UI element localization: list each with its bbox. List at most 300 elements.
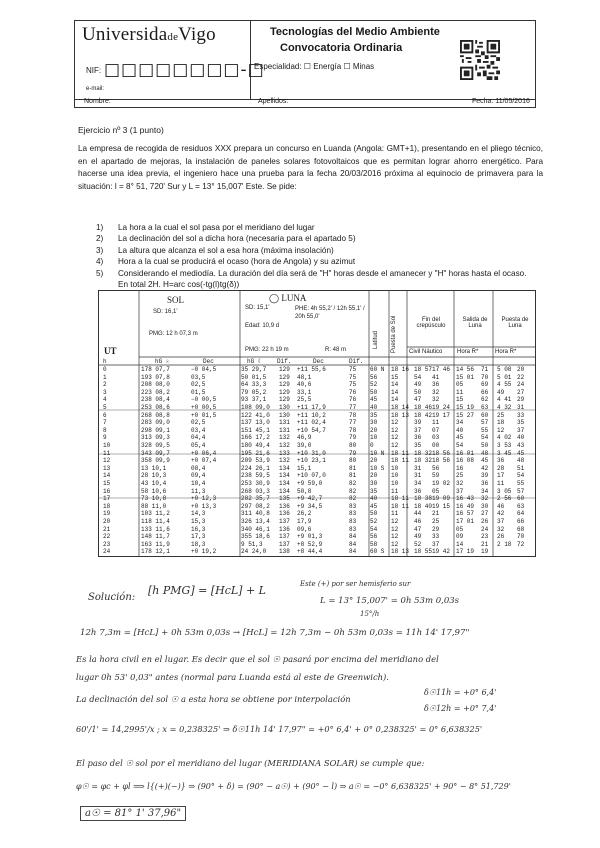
table-cell: 3 45 [497, 449, 512, 457]
table-cell: −0 04,5 [191, 366, 217, 373]
table-cell: 73 10,8 [141, 495, 167, 503]
table-cell: 52 [414, 540, 422, 548]
table-cell: 33,1 [297, 388, 312, 396]
column-subheader: hG ☉ [155, 358, 170, 365]
table-cell: 02,5 [191, 419, 206, 427]
table-cell: 15 01 [456, 373, 475, 381]
column-subheader: h [103, 358, 107, 365]
table-cell: +8 44,4 [297, 548, 323, 556]
table-cell: 12 [391, 540, 399, 548]
table-cell: 16 01 [456, 449, 475, 457]
table-cell: 22 [517, 373, 525, 381]
table-cell: 16 49 [456, 502, 475, 510]
table-cell: 0 [103, 366, 107, 373]
table-cell: 17 46 [432, 366, 451, 373]
table-cell: 84 [349, 548, 357, 556]
latitud-header: Latitud [373, 330, 379, 349]
table-cell: 21 [432, 510, 440, 518]
table-cell: 77 [349, 419, 357, 427]
table-cell: 15 27 [456, 411, 475, 419]
table-cell: 40 [456, 426, 464, 434]
table-cell: 31 [414, 464, 422, 472]
column-subheader: Dif. [349, 358, 364, 365]
luna-header: ◯ LUNA [269, 293, 307, 303]
table-cell: 05,4 [191, 442, 206, 449]
table-cell: 15 [391, 373, 399, 381]
table-cell: 40 [370, 495, 378, 503]
table-cell: 41 [432, 373, 440, 381]
table-cell: 122 41,0 [241, 411, 270, 419]
table-cell: 129 [279, 381, 290, 389]
table-cell: 151 45,1 [241, 426, 270, 434]
table-cell: 30 [370, 419, 378, 427]
table-cell: 35 [517, 419, 525, 427]
solution-line-7: El paso del ☉ sol por el meridiano del lugar (MERIDIANA SOLAR) se cumple que: [76, 758, 425, 768]
table-cell: 43 [517, 442, 525, 449]
crepusculo-subheader: Civil Náutico [409, 349, 443, 355]
table-cell: 11 [497, 480, 505, 487]
table-cell: 6 [103, 411, 107, 419]
table-cell: 18 55 [414, 548, 433, 556]
table-cell: 34 [456, 419, 464, 427]
table-cell: 37 [456, 487, 464, 495]
table-cell: 27 [517, 388, 525, 396]
table-cell: 35 [370, 411, 378, 419]
table-cell: 129 [279, 388, 290, 396]
table-cell: 23 [103, 540, 111, 548]
table-cell: 20 [370, 472, 378, 480]
luna-phe: PHE: 4h 55,2' / 12h 55,1' / 20h 55,0' [295, 306, 365, 320]
task-item [96, 222, 536, 233]
table-cell: 60 S [370, 548, 385, 556]
table-cell: 11 [391, 510, 399, 518]
table-cell: 15 [456, 396, 464, 404]
solution-result: a☉ = 81° 1' 37,96" [80, 806, 186, 821]
table-cell: 54 [414, 373, 422, 381]
solution-label: Solución: [88, 592, 136, 603]
table-cell: 268 08,8 [141, 411, 170, 419]
table-cell: 83 [349, 525, 357, 533]
table-cell: +9 01,3 [297, 533, 323, 541]
table-cell: 3 53 [497, 442, 512, 449]
table-cell: 12 [391, 442, 399, 449]
table-cell: 18,3 [191, 540, 206, 548]
table-cell: 19 [481, 548, 489, 556]
table-cell: 12 [103, 457, 111, 465]
table-cell: 9 [103, 434, 107, 442]
table-cell: 131 [279, 419, 290, 427]
table-cell: +0 12,3 [191, 495, 217, 503]
table-cell: 17 [497, 472, 505, 480]
table-cell: 34 [481, 487, 489, 495]
table-cell: 25 [497, 411, 505, 419]
table-cell: 12 [391, 434, 399, 442]
nif-boxes[interactable]: □□□□□□□□-□ [104, 60, 265, 80]
table-cell: 50 [370, 388, 378, 396]
solution-line-5: La declinación del sol ☉ a esta hora se obtiene por interpolación [76, 694, 351, 704]
table-cell: 340 46,1 [241, 525, 270, 533]
table-cell: 3 [103, 388, 107, 396]
table-cell: 71 [481, 366, 489, 373]
table-cell: 47 [414, 525, 422, 533]
table-cell: 82 [349, 495, 357, 503]
table-cell: 48 [517, 457, 525, 465]
table-cell: 36 [432, 381, 440, 389]
table-cell: 45 [370, 502, 378, 510]
table-cell: +11 10,2 [297, 411, 326, 419]
table-cell: 25 [456, 472, 464, 480]
task-text: La altura que alcanza el sol a esa hora (máxima insolación) [118, 245, 334, 255]
salida-luna-header: Salida de Luna [462, 317, 488, 329]
table-cell: 4 55 [497, 381, 512, 389]
table-cell: 132 [279, 434, 290, 442]
table-cell: 313 09,3 [141, 434, 170, 442]
table-cell: 137 [279, 518, 290, 525]
task-number: 4) [96, 257, 104, 267]
table-cell: 5 [103, 404, 107, 411]
university-logo: UniversidadeVigo [82, 24, 216, 45]
name-row [74, 98, 536, 108]
table-cell: 79 05,2 [241, 388, 267, 396]
table-cell: 18 56 [432, 457, 451, 465]
table-cell: 18 [497, 419, 505, 427]
table-cell: 13 10,1 [141, 464, 167, 472]
table-cell: 11 [391, 487, 399, 495]
table-cell: 32 [432, 388, 440, 396]
table-cell: 18 57 [414, 366, 433, 373]
table-cell: 26,2 [297, 510, 312, 518]
table-cell: 56 [370, 533, 378, 541]
table-cell: 136 [279, 510, 290, 518]
table-cell: 10 [370, 434, 378, 442]
table-cell: +0 07,4 [191, 457, 217, 465]
table-cell: 8 [103, 426, 107, 434]
table-cell: 25 [432, 518, 440, 525]
table-cell: 54 [517, 472, 525, 480]
table-cell: 69 [481, 381, 489, 389]
table-cell: 1 [103, 373, 107, 381]
interp-bound-2: δ☉12h = +0° 7,4' [424, 704, 497, 713]
table-cell: +10 23,1 [297, 457, 326, 465]
solution-line-4: lugar 0h 53' 0,03" antes (normal para Luanda está al este de Greenwich). [76, 672, 389, 682]
table-cell: 27 [481, 510, 489, 518]
exercise-statement: La empresa de recogida de residuos XXX prepara un concurso en Luanda (Angola: GMT+1), presentando en el pliego técnico, en el apartado de mejoras, la instalación de paneles solares fotovoltaicos que es permitan lograr ahorro energético. Para hacerse una idea previa, el ingeniero hace una prueba para la fecha 20/03/2016 próxima al equinocio de primavera para la situación: l = 8° 51, 720' Sur y L = 13° 15,007' Este. Se pide: [78, 144, 543, 191]
table-cell: 63 [481, 404, 489, 411]
table-cell: 26 [481, 518, 489, 525]
table-cell: 57 [481, 419, 489, 427]
table-cell: 19 [103, 510, 111, 518]
task-item [96, 233, 536, 244]
column-subheader: hG ☾ [247, 358, 262, 365]
table-cell: 50 01,5 [241, 373, 267, 381]
table-cell: 03 [432, 434, 440, 442]
table-cell: 18 42 [414, 411, 433, 419]
table-cell: 18 13 [391, 548, 410, 556]
table-cell: 70 [481, 373, 489, 381]
table-cell: 79 [349, 434, 357, 442]
solution-line-6: 60'/1' = 14,2995'/x ; x = 0,238325' ⇒ δ☉11h 14' 17,97" = +0° 6,4' + 0° 0,238325' = 0° 6,638325' [76, 724, 483, 734]
table-cell: 30 [481, 502, 489, 510]
table-cell: 163 11,9 [141, 540, 170, 548]
table-cell: 209 53,9 [241, 457, 270, 465]
table-cell: 32 [432, 396, 440, 404]
table-cell: 17,3 [191, 533, 206, 541]
table-cell: 18 56 [432, 449, 451, 457]
table-cell: 268 03,3 [241, 487, 270, 495]
table-cell: 14 [456, 540, 464, 548]
table-cell: +9 34,5 [297, 502, 323, 510]
table-cell: 14 56 [456, 366, 475, 373]
table-cell: 297 08,2 [241, 502, 270, 510]
table-cell: 64 33,3 [241, 381, 267, 389]
table-cell: 82 [349, 487, 357, 495]
table-cell: 12 [391, 533, 399, 541]
table-cell: 46 [414, 518, 422, 525]
table-cell: 36 [414, 487, 422, 495]
table-cell: 18 38 [414, 495, 433, 503]
table-cell: 79 [349, 449, 357, 457]
table-cell: 14,3 [191, 510, 206, 518]
table-cell: 178 12,1 [141, 548, 170, 556]
table-cell: 7 [103, 419, 107, 427]
table-cell: 18 11 [391, 502, 410, 510]
table-cell: 223 08,2 [141, 388, 170, 396]
table-cell: 77 [349, 404, 357, 411]
table-cell: 18 40 [414, 502, 433, 510]
table-cell: 81 [349, 464, 357, 472]
table-cell: 137 [279, 533, 290, 541]
ut-label: UT [104, 346, 117, 356]
table-cell: 76 [349, 388, 357, 396]
task-item [96, 268, 536, 291]
table-cell: 83 [349, 518, 357, 525]
puesta-luna-header: Puesta de Luna [501, 317, 529, 329]
table-cell: 45 [456, 434, 464, 442]
table-cell: 42 [481, 464, 489, 472]
table-cell: 10 [391, 472, 399, 480]
table-cell: 57 [517, 487, 525, 495]
table-cell: 72 [517, 540, 525, 548]
table-cell: 50 [414, 388, 422, 396]
table-cell: 88 11,0 [141, 502, 167, 510]
table-cell: 12 [391, 426, 399, 434]
table-cell: 75 [349, 366, 357, 373]
table-cell: 49 [414, 381, 422, 389]
table-cell: 178 07,7 [141, 366, 170, 373]
table-cell: 133 [279, 449, 290, 457]
table-cell: 40,6 [297, 381, 312, 389]
table-cell: +10 54,7 [297, 426, 326, 434]
table-cell: 24 [481, 525, 489, 533]
table-cell: 45 [481, 457, 489, 465]
task-number: 2) [96, 234, 104, 244]
table-cell: +0 00,5 [191, 404, 217, 411]
table-cell: 37 [497, 518, 505, 525]
table-cell: +9 42,7 [297, 495, 323, 503]
table-cell: 12 [391, 525, 399, 533]
table-cell: 5 08 [497, 366, 512, 373]
table-cell: 93 37,1 [241, 396, 267, 404]
table-cell: 32 [456, 480, 464, 487]
table-cell: 45 [517, 449, 525, 457]
table-cell: 17 19 [456, 548, 475, 556]
table-cell: 20 [103, 518, 111, 525]
table-cell: 283 09,0 [141, 419, 170, 427]
table-cell: 50 [370, 510, 378, 518]
table-cell: 195 21,6 [241, 449, 270, 457]
table-cell: 16 [456, 464, 464, 472]
table-cell: 16 57 [456, 510, 475, 518]
table-cell: 132 [279, 442, 290, 449]
task-text: La hora a la cual el sol pasa por el meridiano del lugar [118, 223, 315, 232]
task-number: 1) [96, 223, 104, 232]
table-cell: 66 [481, 388, 489, 396]
table-cell: 10 S [370, 464, 385, 472]
table-cell: 09 [456, 533, 464, 541]
table-cell: 37 [432, 540, 440, 548]
puesta-sol-header: Puesta de Sol [391, 315, 397, 353]
exam-title: Convocatoria Ordinaria [280, 42, 403, 54]
table-cell: 23 [481, 533, 489, 541]
table-cell: 18 13 [391, 411, 410, 419]
table-cell: 83 [349, 510, 357, 518]
table-cell: 18 32 [414, 449, 433, 457]
table-cell: 17 01 [456, 518, 475, 525]
table-cell: 31 [414, 472, 422, 480]
table-cell: 311 40,8 [241, 510, 270, 518]
table-cell: 28 [497, 464, 505, 472]
luna-sd: SD: 15,1' [245, 305, 270, 311]
table-cell: 11 [103, 449, 111, 457]
table-cell: 12 [391, 419, 399, 427]
table-cell: 133 11,6 [141, 525, 170, 533]
table-cell: 39,0 [297, 442, 312, 449]
table-cell: 68 [517, 525, 525, 533]
table-cell: 31 [517, 404, 525, 411]
table-cell: 60 [481, 411, 489, 419]
column-subheader: Dec [203, 358, 214, 365]
solution-line-2: 12h 7,3m = [HcL] + 0h 53m 0,03s → [HcL] = 12h 7,3m − 0h 53m 0,03s = 11h 14' 17,97" [80, 628, 470, 638]
table-cell: 2 18 [497, 540, 512, 548]
table-cell: 05 [456, 525, 464, 533]
table-cell: 66 [517, 518, 525, 525]
table-cell: 15 [103, 480, 111, 487]
table-cell: 130 [279, 411, 290, 419]
sol-sd: SD: 16,1' [153, 309, 178, 315]
table-cell: 14 [103, 472, 111, 480]
table-cell: 24 24,0 [241, 548, 267, 556]
table-cell: +9 59,0 [297, 480, 323, 487]
table-cell: 16 08 [456, 457, 475, 465]
table-cell: 13 [103, 464, 111, 472]
table-cell: 135 [279, 495, 290, 503]
table-cell: 60 [517, 495, 525, 503]
table-cell: 134 [279, 487, 290, 495]
table-cell: 12 [391, 518, 399, 525]
table-cell: 01,5 [191, 388, 206, 396]
table-cell: 25,5 [297, 396, 312, 404]
table-cell: 35 [370, 487, 378, 495]
table-cell: 49 [497, 388, 505, 396]
table-cell: 10 [391, 464, 399, 472]
table-cell: 253 30,9 [241, 480, 270, 487]
table-cell: 4 [103, 396, 107, 404]
table-cell: 129 [279, 396, 290, 404]
task-number: 3) [96, 245, 104, 255]
table-cell: 282 35,7 [241, 495, 270, 503]
table-cell: 12 [497, 426, 505, 434]
table-cell: 18 11 [391, 449, 410, 457]
crepusculo-header: Fin del crepúsculo [416, 317, 446, 329]
table-cell: 28 10,3 [141, 472, 167, 480]
table-cell: 47 [414, 396, 422, 404]
table-cell: 18 [103, 502, 111, 510]
table-cell: 09,4 [191, 472, 206, 480]
table-cell: 36 [497, 457, 505, 465]
task-number: 5) [96, 268, 104, 278]
table-cell: 36 [414, 434, 422, 442]
table-cell: 22 [103, 533, 111, 541]
table-cell: 03,5 [191, 373, 206, 381]
table-cell: +11 17,9 [297, 404, 326, 411]
table-cell: 19 09 [432, 495, 451, 503]
surname-label: Apellidos: [258, 98, 289, 105]
table-cell: +11 55,6 [297, 366, 326, 373]
table-cell: 32 [497, 525, 505, 533]
table-cell: 134 [279, 472, 290, 480]
table-cell: 15 19 [456, 404, 475, 411]
qr-code-icon [460, 40, 500, 80]
table-cell: 129 [279, 373, 290, 381]
table-cell: 33 [432, 533, 440, 541]
table-cell: 37 [414, 426, 422, 434]
table-cell: 34 [414, 480, 422, 487]
table-cell: 16 [103, 487, 111, 495]
table-cell: 55 [517, 480, 525, 487]
table-cell: 83 [349, 502, 357, 510]
speciality-options[interactable]: Especialidad: ☐ Energía ☐ Minas [254, 62, 375, 71]
table-cell: 21 [103, 525, 111, 533]
table-cell: 52 [370, 518, 378, 525]
sol-header: SOL [167, 295, 185, 305]
salida-luna-subheader: Hora R* [457, 349, 479, 355]
table-cell: +0 19,2 [191, 548, 217, 556]
table-cell: 2 [103, 381, 107, 389]
table-cell: 56 [370, 373, 378, 381]
solution-note-c: 15°/h [360, 610, 380, 618]
table-cell: 44 [414, 510, 422, 518]
table-cell: 18 11 [391, 495, 410, 503]
table-cell: 40 [517, 434, 525, 442]
table-cell: 4 02 [497, 434, 512, 442]
table-cell: 84 [349, 533, 357, 541]
table-cell: 70 [517, 533, 525, 541]
table-cell: 5 01 [497, 373, 512, 381]
table-cell: 60 N [370, 366, 385, 373]
solution-line-8: φ☉ = φc + φl ⟹ l{(+)(−)} ⇒ (90° + δ) = (90° − a☉) + (90° − l) ⇒ a☉ = −0° 6,638325' + 90° − 8° 51,729' [76, 782, 511, 791]
name-label: Nombre: [84, 98, 111, 105]
table-cell: 76 [349, 396, 357, 404]
table-cell: 54 [456, 442, 464, 449]
table-cell: 10,4 [191, 480, 206, 487]
table-cell: +0 06,4 [191, 449, 217, 457]
solution-formula: [h PMG] = [HcL] + L [148, 584, 266, 597]
table-cell: 16,3 [191, 525, 206, 533]
table-cell: 51 [517, 464, 525, 472]
table-cell: 10 [103, 442, 111, 449]
table-cell: 18 32 [414, 457, 433, 465]
table-cell: 54 [481, 434, 489, 442]
